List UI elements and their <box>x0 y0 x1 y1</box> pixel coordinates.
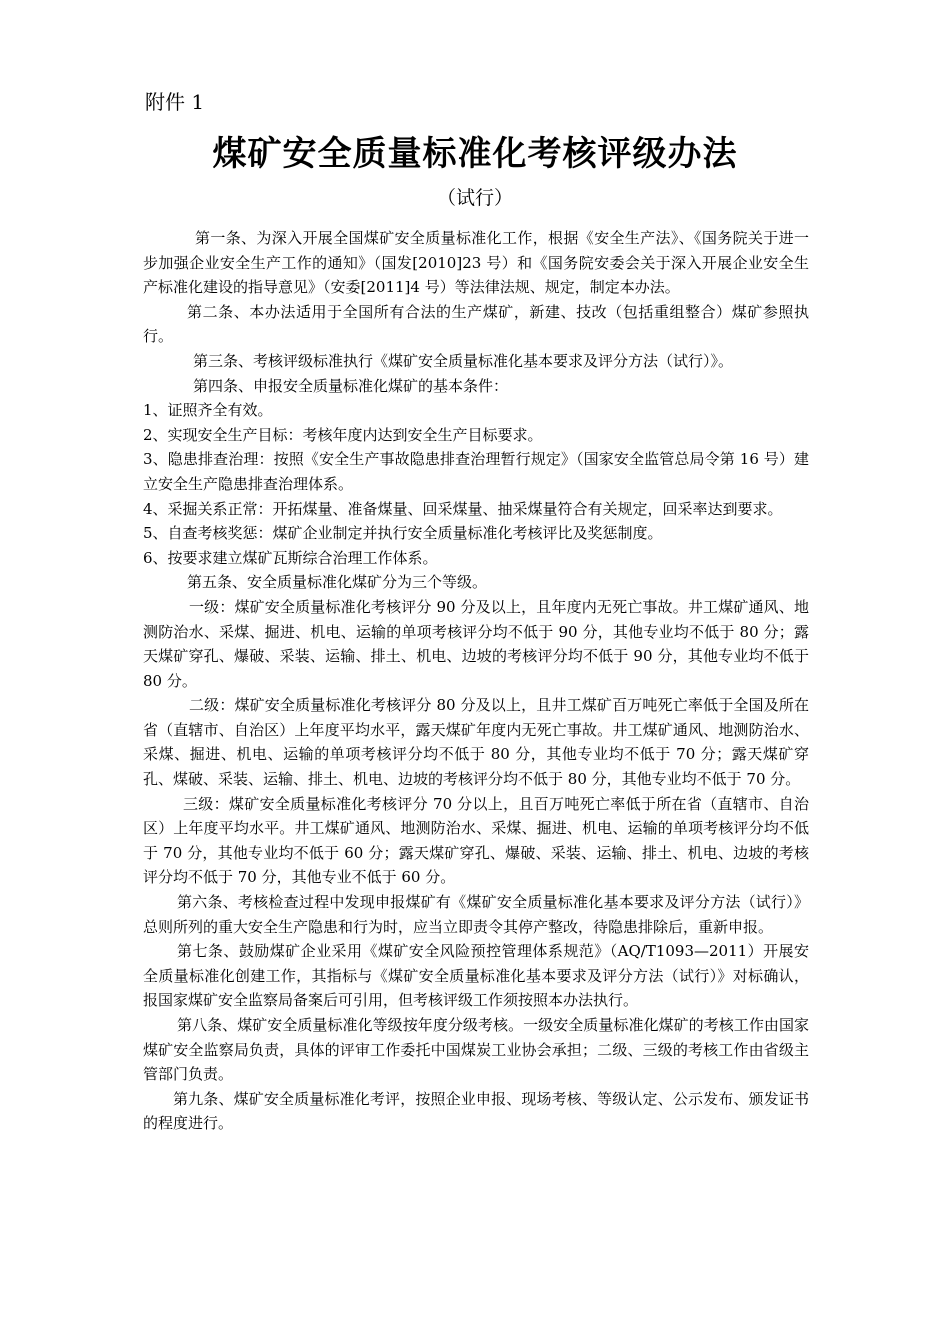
condition-3: 3、隐患排查治理：按照《安全生产事故隐患排查治理暂行规定》（国家安全监管总局令第 16 号）建立安全生产隐患排查治理体系。 <box>143 450 809 493</box>
article-7: 第七条、鼓励煤矿企业采用《煤矿安全风险预控管理体系规范》（AQ/T1093—2011）开展安全质量标准化创建工作，其指标与《煤矿安全质量标准化基本要求及评分方法（试行）》对标确认，报国家煤矿安全监察局备案后可引用，但考核评级工作须按照本办法执行。 <box>143 942 809 1010</box>
article-5: 第五条、安全质量标准化煤矿分为三个等级。 <box>187 573 488 592</box>
document-body <box>143 226 809 1136</box>
article-3: 第三条、考核评级标准执行《煤矿安全质量标准化基本要求及评分方法（试行）》。 <box>193 351 734 370</box>
article-6: 第六条、考核检查过程中发现申报煤矿有《煤矿安全质量标准化基本要求及评分方法（试行）》总则所列的重大安全生产隐患和行为时，应当立即责令其停产整改，待隐患排除后，重新申报。 <box>143 893 809 936</box>
grade-level-1: 一级：煤矿安全质量标准化考核评分 90 分及以上，且年度内无死亡事故。井工煤矿通风、地测防治水、采煤、掘进、机电、运输的单项考核评分均不低于 90 分，其他专业均不低于 80 分；露天煤矿穿孔、爆破、采装、运输、排土、机电、边坡的考核评分均不低于 90 分，其他专业均不低于 80 分。 <box>143 597 809 690</box>
condition-1: 1、证照齐全有效。 <box>143 401 273 420</box>
document-title: 煤矿安全质量标准化考核评级办法 <box>212 134 738 174</box>
condition-6: 6、按要求建立煤矿瓦斯综合治理工作体系。 <box>143 548 438 567</box>
article-1: 第一条、为深入开展全国煤矿安全质量标准化工作，根据《安全生产法》、《国务院关于进一步加强企业安全生产工作的通知》（国发[2010]23 号）和《国务院安委会关于深入开展企业安全生产标准化建设的指导意见》（安委[2011]4 号）等法律法规、规定，制定本办法。 <box>143 229 809 297</box>
document-subtitle: （试行） <box>436 187 513 209</box>
condition-4: 4、采掘关系正常：开拓煤量、准备煤量、回采煤量、抽采煤量符合有关规定，回采率达到要求。 <box>143 499 783 518</box>
attachment-label: 附件 1 <box>145 90 205 114</box>
article-8: 第八条、煤矿安全质量标准化等级按年度分级考核。一级安全质量标准化煤矿的考核工作由国家煤矿安全监察局负责，具体的评审工作委托中国煤炭工业协会承担；二级、三级的考核工作由省级主管部门负责。 <box>143 1016 809 1084</box>
article-2: 第二条、本办法适用于全国所有合法的生产煤矿，新建、技改（包括重组整合）煤矿参照执行。 <box>143 302 809 346</box>
article-9: 第九条、煤矿安全质量标准化考评，按照企业申报、现场考核、等级认定、公示发布、颁发证书的程度进行。 <box>143 1089 809 1133</box>
article-4: 第四条、申报安全质量标准化煤矿的基本条件： <box>193 376 509 395</box>
grade-level-2: 二级：煤矿安全质量标准化考核评分 80 分及以上，且井工煤矿百万吨死亡率低于全国及所在省（直辖市、自治区）上年度平均水平，露天煤矿年度内无死亡事故。井工煤矿通风、地测防治水、采煤、掘进、机电、运输的单项考核评分均不低于 80 分，其他专业均不低于 70 分；露天煤矿穿孔、煤破、采装、运输、排土、机电、边坡的考核评分均不低于 80 分，其他专业均不低于 70 分。 <box>143 696 809 789</box>
condition-2: 2、实现安全生产目标：考核年度内达到安全生产目标要求。 <box>143 425 543 444</box>
condition-5: 5、自查考核奖惩：煤矿企业制定并执行安全质量标准化考核评比及奖惩制度。 <box>143 524 663 543</box>
grade-level-3: 三级：煤矿安全质量标准化考核评分 70 分以上，且百万吨死亡率低于所在省（直辖市、自治区）上年度平均水平。井工煤矿通风、地测防治水、采煤、掘进、机电、运输的单项考核评分均不低于 70 分，其他专业均不低于 60 分；露天煤矿穿孔、爆破、采装、运输、排土、机电、边坡的考核评分均不低于 70 分，其他专业不低于 60 分。 <box>143 794 809 887</box>
